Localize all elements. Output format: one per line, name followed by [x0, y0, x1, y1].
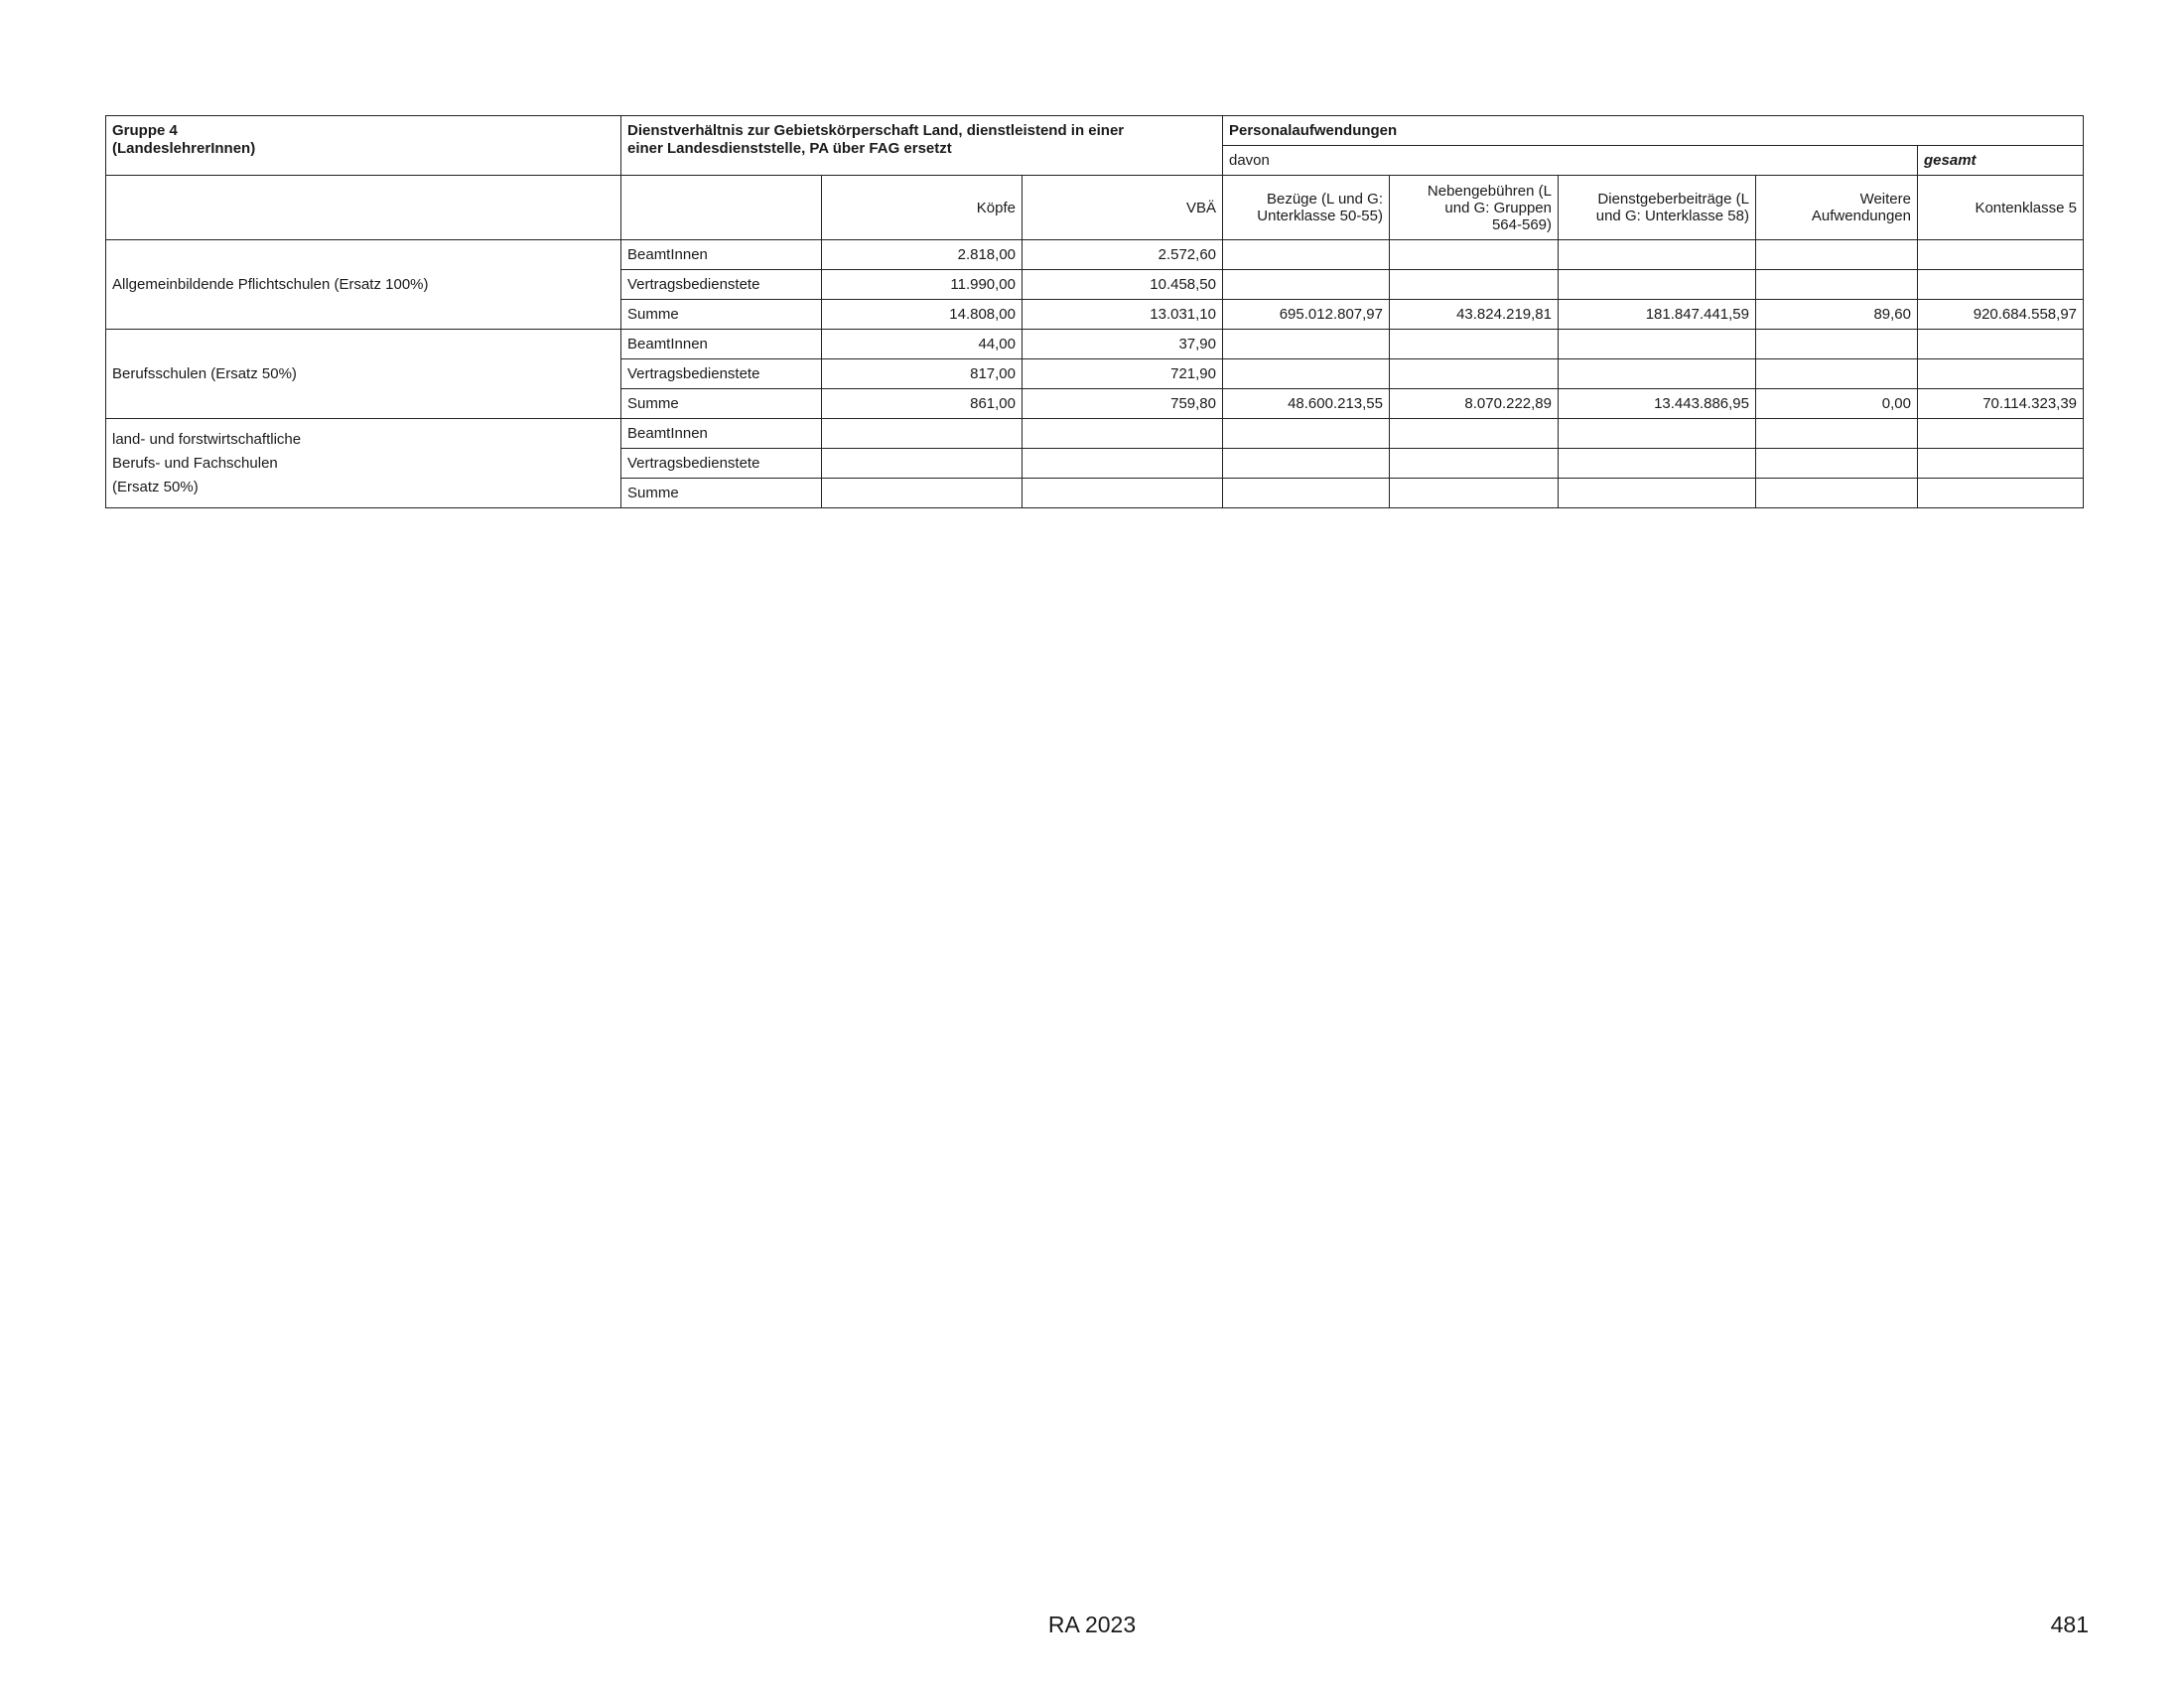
section-label-line-3: (Ersatz 50%) — [112, 478, 199, 495]
dienstgeber-value — [1559, 419, 1756, 449]
dienstgeber-value — [1559, 449, 1756, 479]
vbae-value: 721,90 — [1023, 359, 1223, 389]
vbae-header: VBÄ — [1023, 176, 1223, 240]
weitere-value — [1756, 449, 1918, 479]
koepfe-value — [822, 449, 1023, 479]
koepfe-value: 11.990,00 — [822, 270, 1023, 300]
weitere-value — [1756, 240, 1918, 270]
bezuege-value — [1223, 419, 1390, 449]
neben-value: 43.824.219,81 — [1390, 300, 1559, 330]
row-type: Summe — [621, 300, 822, 330]
table-row — [106, 330, 2084, 359]
dienstverhaeltnis-header — [621, 116, 1223, 176]
section-label-line-2: Berufs- und Fachschulen — [112, 454, 278, 472]
header-row-3 — [106, 176, 2084, 240]
personalaufwendungen-header: Personalaufwendungen — [1223, 116, 2084, 146]
gesamt-value: 70.114.323,39 — [1918, 389, 2084, 419]
page-number: 481 — [2050, 1612, 2089, 1637]
dienstgeber-value: 181.847.441,59 — [1559, 300, 1756, 330]
davon-header: davon — [1223, 146, 1918, 176]
kontenklasse-header: Kontenklasse 5 — [1918, 176, 2084, 240]
weitere-value — [1756, 479, 1918, 508]
row-type: BeamtInnen — [621, 330, 822, 359]
weitere-value — [1756, 330, 1918, 359]
dienstgeber-value — [1559, 479, 1756, 508]
section-label-line-1: land- und forstwirtschaftliche — [112, 430, 302, 448]
row-type: BeamtInnen — [621, 240, 822, 270]
bezuege-header-line-1: Bezüge (L und G: — [1266, 191, 1383, 208]
row-type: Vertragsbedienstete — [621, 359, 822, 389]
koepfe-value — [822, 479, 1023, 508]
neben-value — [1390, 449, 1559, 479]
vbae-value: 13.031,10 — [1023, 300, 1223, 330]
table-row — [106, 240, 2084, 270]
neben-header-line-3: 564-569) — [1491, 215, 1552, 233]
neben-value — [1390, 479, 1559, 508]
gesamt-value — [1918, 330, 2084, 359]
dienstgeber-value — [1559, 240, 1756, 270]
gesamt-value: 920.684.558,97 — [1918, 300, 2084, 330]
weitere-value — [1756, 359, 1918, 389]
koepfe-header: Köpfe — [822, 176, 1023, 240]
weitere-header-line-2: Aufwendungen — [1811, 208, 1911, 224]
row-type: BeamtInnen — [621, 419, 822, 449]
dienstgeber-value — [1559, 330, 1756, 359]
weitere-value — [1756, 419, 1918, 449]
gruppe-subtitle: (LandeslehrerInnen) — [112, 140, 256, 157]
vbae-value — [1023, 449, 1223, 479]
section-label — [106, 419, 621, 508]
bezuege-value: 695.012.807,97 — [1223, 300, 1390, 330]
neben-value — [1390, 330, 1559, 359]
gesamt-header: gesamt — [1918, 146, 2084, 176]
dienstgeber-header-line-2: und G: Unterklasse 58) — [1595, 208, 1749, 224]
neben-value: 8.070.222,89 — [1390, 389, 1559, 419]
gesamt-value — [1918, 449, 2084, 479]
neben-value — [1390, 240, 1559, 270]
row-type: Vertragsbedienstete — [621, 449, 822, 479]
personnel-expense-table — [105, 115, 2084, 508]
nebengebuehren-header — [1390, 176, 1559, 240]
weitere-aufwendungen-header — [1756, 176, 1918, 240]
dienstgeber-value: 13.443.886,95 — [1559, 389, 1756, 419]
koepfe-value: 817,00 — [822, 359, 1023, 389]
gruppe-header — [106, 116, 621, 176]
neben-value — [1390, 419, 1559, 449]
vbae-value — [1023, 419, 1223, 449]
koepfe-value: 2.818,00 — [822, 240, 1023, 270]
empty-header-cell — [621, 176, 822, 240]
dienst-line-1: Dienstverhältnis zur Gebietskörperschaft Land, dienstleistend in einer — [627, 122, 1125, 139]
dienst-line-2: einer Landesdienststelle, PA über FAG ersetzt — [627, 140, 952, 157]
gesamt-value — [1918, 359, 2084, 389]
neben-value — [1390, 270, 1559, 300]
vbae-value: 2.572,60 — [1023, 240, 1223, 270]
weitere-value: 89,60 — [1756, 300, 1918, 330]
header-row-1 — [106, 116, 2084, 146]
bezuege-value — [1223, 240, 1390, 270]
row-type: Summe — [621, 389, 822, 419]
dienstgeber-value — [1559, 270, 1756, 300]
bezuege-value: 48.600.213,55 — [1223, 389, 1390, 419]
neben-header-line-1: Nebengebühren (L — [1427, 182, 1552, 200]
koepfe-value: 44,00 — [822, 330, 1023, 359]
bezuege-value — [1223, 449, 1390, 479]
vbae-value: 37,90 — [1023, 330, 1223, 359]
neben-header-line-2: und G: Gruppen — [1444, 199, 1552, 216]
bezuege-value — [1223, 479, 1390, 508]
row-type: Summe — [621, 479, 822, 508]
bezuege-header-line-2: Unterklasse 50-55) — [1257, 208, 1383, 224]
dienstgeber-value — [1559, 359, 1756, 389]
gesamt-value — [1918, 240, 2084, 270]
section-label: Allgemeinbildende Pflichtschulen (Ersatz 100%) — [106, 240, 621, 330]
table-row — [106, 419, 2084, 449]
dienstgeberbeitraege-header — [1559, 176, 1756, 240]
koepfe-value: 14.808,00 — [822, 300, 1023, 330]
weitere-value — [1756, 270, 1918, 300]
dienstgeber-header-line-1: Dienstgeberbeiträge (L — [1597, 191, 1749, 208]
empty-header-cell — [106, 176, 621, 240]
gesamt-value — [1918, 479, 2084, 508]
neben-value — [1390, 359, 1559, 389]
koepfe-value: 861,00 — [822, 389, 1023, 419]
gesamt-value — [1918, 419, 2084, 449]
gruppe-title: Gruppe 4 — [112, 122, 178, 139]
vbae-value: 759,80 — [1023, 389, 1223, 419]
vbae-value: 10.458,50 — [1023, 270, 1223, 300]
koepfe-value — [822, 419, 1023, 449]
bezuege-value — [1223, 270, 1390, 300]
bezuege-value — [1223, 359, 1390, 389]
bezuege-value — [1223, 330, 1390, 359]
bezuege-header — [1223, 176, 1390, 240]
row-type: Vertragsbedienstete — [621, 270, 822, 300]
section-label: Berufsschulen (Ersatz 50%) — [106, 330, 621, 419]
weitere-header-line-1: Weitere — [1859, 191, 1911, 208]
gesamt-value — [1918, 270, 2084, 300]
weitere-value: 0,00 — [1756, 389, 1918, 419]
document-footer-title: RA 2023 — [1047, 1612, 1137, 1637]
vbae-value — [1023, 479, 1223, 508]
